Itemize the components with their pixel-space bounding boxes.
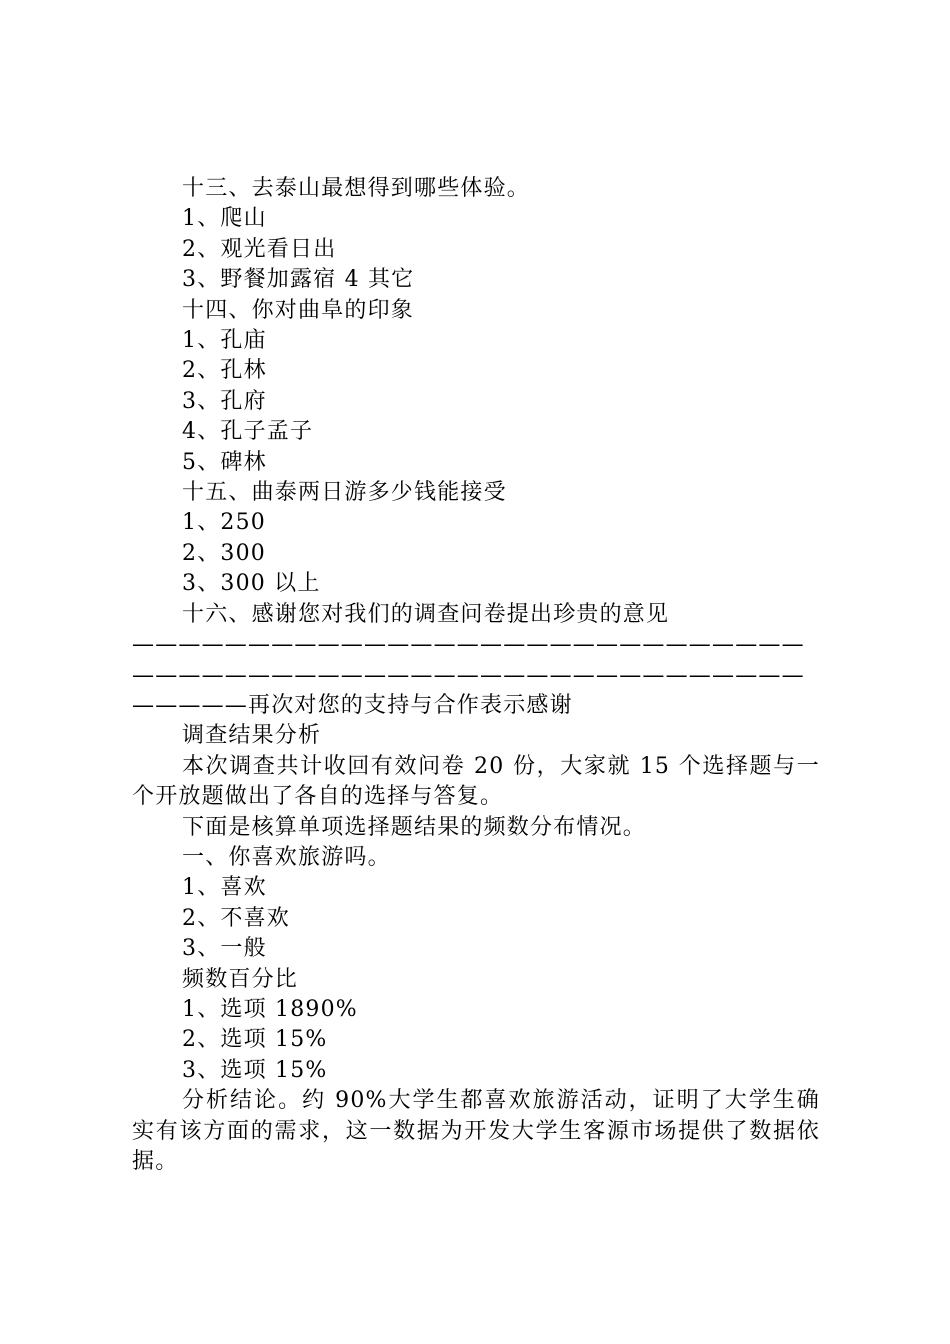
question-14-title: 十四、你对曲阜的印象 (182, 297, 415, 323)
question-14-option-2: 2、孔林 (182, 358, 267, 384)
frequency-intro: 下面是核算单项选择题结果的频数分布情况。 (182, 814, 647, 840)
analysis-title: 调查结果分析 (182, 723, 322, 749)
question-13-option-3: 3、野餐加露宿 4 其它 (182, 267, 415, 293)
question-16-closing: 十六、感谢您对我们的调查问卷提出珍贵的意见———————————————————————————————————————————————————————————————再次对您的支持与合作表示感谢 (132, 601, 805, 718)
question-14-option-1: 1、孔庙 (182, 328, 267, 354)
question-15-title: 十五、曲泰两日游多少钱能接受 (182, 480, 507, 506)
question-15-option-1: 1、250 (182, 510, 266, 536)
question-13-option-1: 1、爬山 (182, 206, 267, 232)
question-13-title: 十三、去泰山最想得到哪些体验。 (182, 176, 531, 201)
question-13-option-2: 2、观光看日出 (182, 236, 337, 262)
question-15-option-2: 2、300 (182, 540, 266, 566)
frequency-row-2: 2、选项 15% (182, 1027, 328, 1053)
question-14-option-4: 4、孔子孟子 (182, 419, 314, 445)
result-question-1-option-2: 2、不喜欢 (182, 905, 290, 931)
frequency-row-3: 3、选项 15% (182, 1057, 328, 1083)
question-15-option-3: 3、300 以上 (182, 571, 321, 597)
result-question-1-title: 一、你喜欢旅游吗。 (182, 844, 391, 870)
frequency-table-header: 频数百分比 (182, 966, 299, 992)
question-14-option-5: 5、碑林 (182, 449, 267, 475)
analysis-conclusion: 分析结论。约 90%大学生都喜欢旅游活动，证明了大学生确实有该方面的需求，这一数据为开发大学生客源市场提供了数据依据。 (132, 1088, 820, 1174)
document-body (132, 174, 820, 1177)
question-14-option-3: 3、孔府 (182, 388, 267, 414)
result-question-1-option-3: 3、一般 (182, 936, 267, 962)
analysis-intro: 本次调查共计收回有效问卷 20 份，大家就 15 个选择题与一个开放题做出了各自的选择与答复。 (132, 753, 820, 810)
result-question-1-option-1: 1、喜欢 (182, 875, 267, 901)
frequency-row-1: 1、选项 1890% (182, 996, 358, 1022)
